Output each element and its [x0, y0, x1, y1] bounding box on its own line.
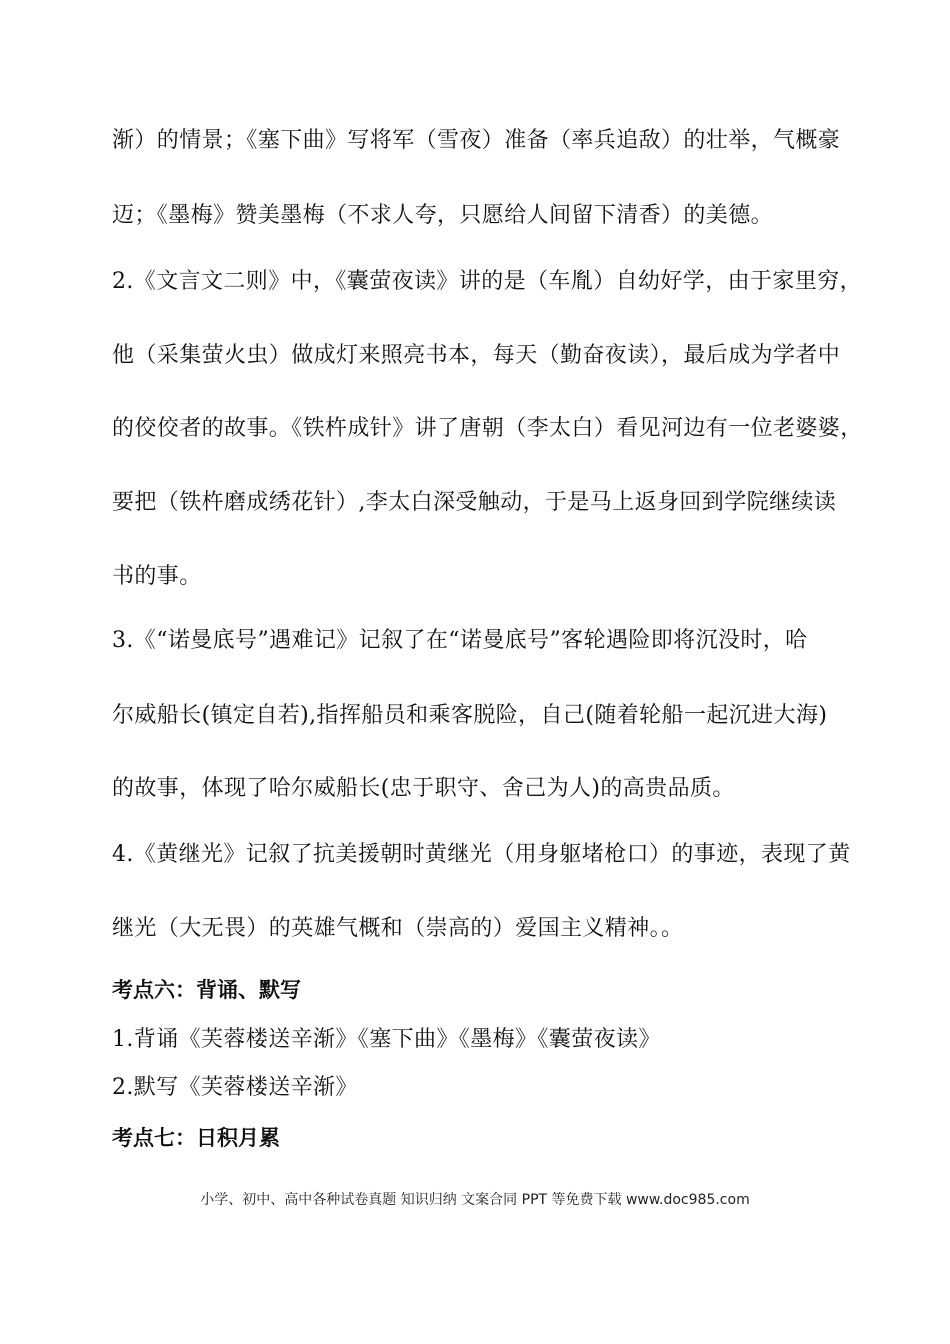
body-line-4: 他（采集萤火虫）做成灯来照亮书本，每天（勤奋夜读），最后成为学者中 [112, 343, 841, 368]
body-line-9: 尔威船长(镇定自若),指挥船员和乘客脱险，自己(随着轮船一起沉进大海) [112, 703, 828, 728]
body-line-7: 书的事。 [112, 564, 202, 589]
body-line-11: 4.《黄继光》记叙了抗美援朝时黄继光（用身躯堵枪口）的事迹，表现了黄 [112, 842, 851, 867]
body-line-2: 迈；《墨梅》赞美墨梅（不求人夸，只愿给人间留下清香）的美德。 [112, 203, 774, 228]
body-line-6: 要把（铁杵磨成绣花针）,李太白深受触动，于是马上返身回到学院继续读 [112, 490, 837, 515]
section-heading-6: 考点六：背诵、默写 [112, 978, 301, 1002]
page-footer: 小学、初中、高中各种试卷真题 知识归纳 文案合同 PPT 等免费下载 www.doc985.com [200, 1192, 750, 1208]
section-heading-7: 考点七：日积月累 [112, 1126, 280, 1150]
body-line-3: 2.《文言文二则》中，《囊萤夜读》讲的是（车胤）自幼好学，由于家里穷， [112, 269, 862, 294]
body-line-12: 继光（大无畏）的英雄气概和（崇高的）爱国主义精神。。 [112, 916, 684, 941]
section6-item-2: 2.默写《芙蓉楼送辛渐》 [112, 1075, 358, 1100]
body-line-5: 的佼佼者的故事。《铁杵成针》讲了唐朝（李太白）看见河边有一位老婆婆， [112, 416, 863, 441]
section6-item-1: 1.背诵《芙蓉楼送辛渐》《塞下曲》《墨梅》《囊萤夜读》 [112, 1027, 661, 1052]
body-line-1: 渐）的情景；《塞下曲》写将军（雪夜）准备（率兵追敌）的壮举，气概豪 [112, 128, 841, 153]
body-line-10: 的故事，体现了哈尔威船长(忠于职守、舍己为人)的高贵品质。 [112, 776, 735, 801]
body-line-8: 3.《“诺曼底号”遇难记》记叙了在“诺曼底号”客轮遇险即将沉没时，哈 [112, 628, 808, 653]
